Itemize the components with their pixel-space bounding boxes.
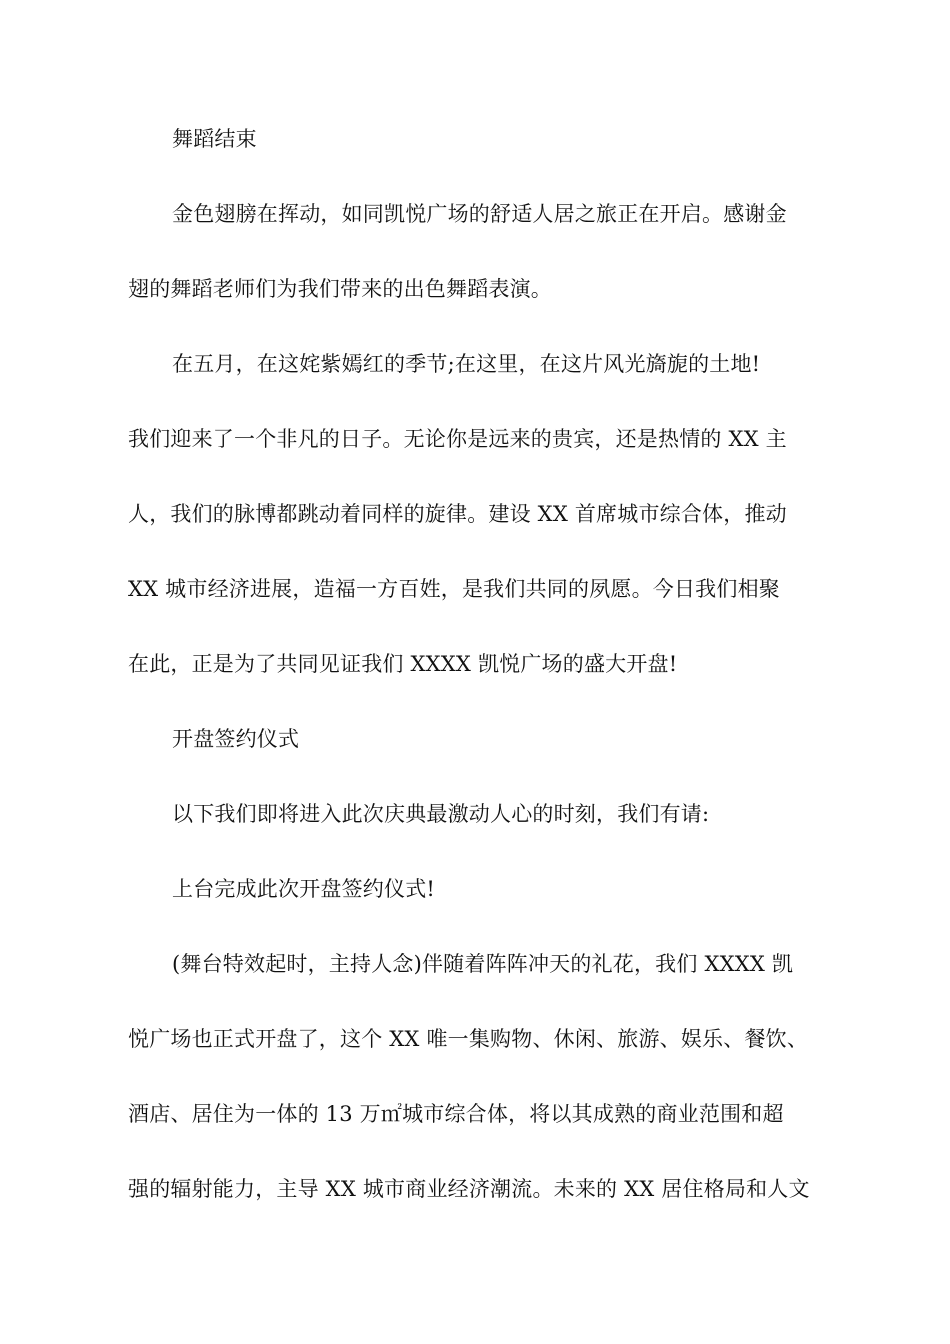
paragraph-line: 在五月，在这姹紫嫣红的季节;在这里，在这片风光旖旎的土地! <box>172 352 761 376</box>
paragraph-line: 金色翅膀在挥动，如同凯悦广场的舒适人居之旅正在开启。感谢金 <box>172 202 787 226</box>
paragraph-line: 以下我们即将进入此次庆典最激动人心的时刻，我们有请: <box>172 802 710 826</box>
paragraph-line: 人，我们的脉博都跳动着同样的旋律。建设 XX 首席城市综合体，推动 <box>128 502 787 526</box>
paragraph-line: 翅的舞蹈老师们为我们带来的出色舞蹈表演。 <box>128 277 552 301</box>
section-heading-signing-ceremony: 开盘签约仪式 <box>172 727 300 751</box>
paragraph-line: XX 城市经济进展，造福一方百姓，是我们共同的夙愿。今日我们相聚 <box>128 577 780 601</box>
paragraph-line: 在此，正是为了共同见证我们 XXXX 凯悦广场的盛大开盘! <box>128 652 678 676</box>
paragraph-line: 酒店、居住为一体的 13 万㎡城市综合体，将以其成熟的商业范围和超 <box>128 1102 784 1126</box>
paragraph-line: (舞台特效起时，主持人念)伴随着阵阵冲天的礼花，我们 XXXX 凯 <box>172 952 794 976</box>
paragraph-line: 我们迎来了一个非凡的日子。无论你是远来的贵宾，还是热情的 XX 主 <box>128 427 787 451</box>
section-heading-dance-end: 舞蹈结束 <box>172 127 257 151</box>
paragraph-line: 强的辐射能力，主导 XX 城市商业经济潮流。未来的 XX 居住格局和人文 <box>128 1177 810 1201</box>
paragraph-line: 上台完成此次开盘签约仪式! <box>172 877 436 901</box>
paragraph-line: 悦广场也正式开盘了，这个 XX 唯一集购物、休闲、旅游、娱乐、餐饮、 <box>128 1027 809 1051</box>
